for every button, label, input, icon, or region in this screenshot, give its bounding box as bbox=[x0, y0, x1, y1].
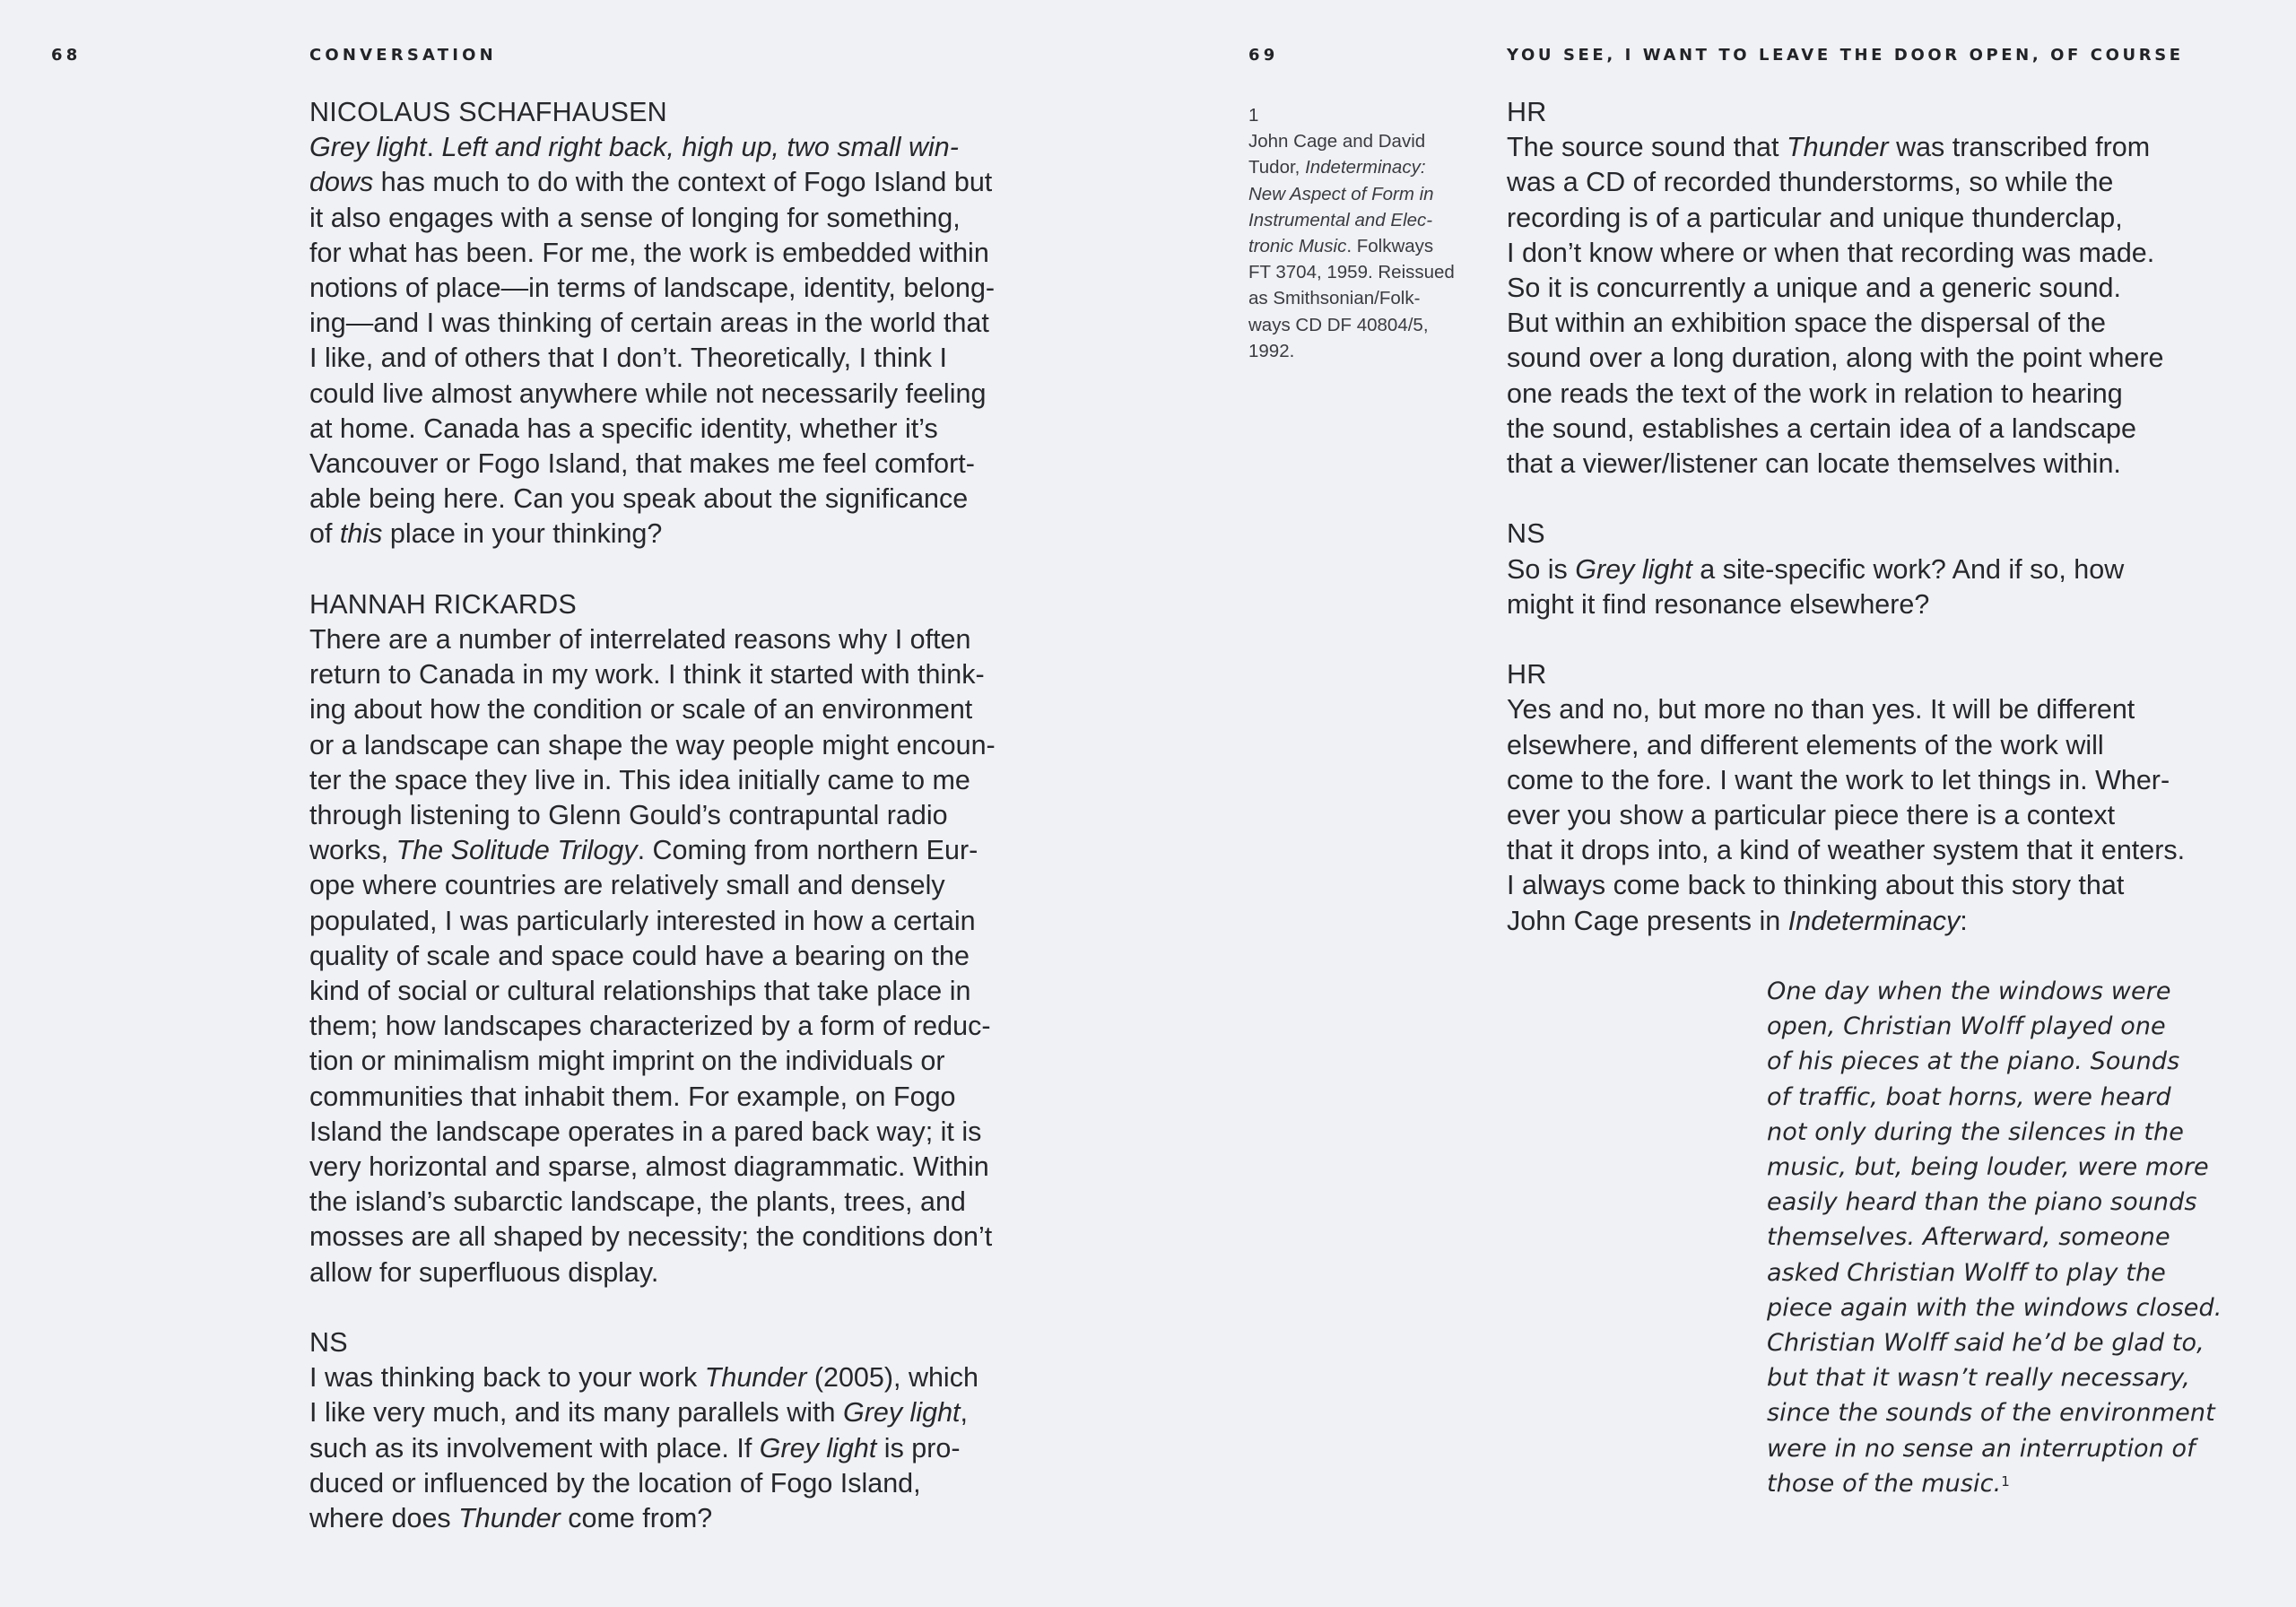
quote-line: but that it wasn’t really necessary, bbox=[1767, 1364, 2190, 1393]
text: that it drops into, a kind of weather system that it enters. bbox=[1507, 835, 2186, 866]
italic-text: Indeterminacy: bbox=[1305, 157, 1426, 178]
text: place in your thinking? bbox=[382, 518, 663, 550]
quote-line: not only during the silences in the bbox=[1767, 1117, 2184, 1146]
dialogue-block bbox=[1507, 517, 2251, 622]
text: Tudor, bbox=[1248, 157, 1306, 178]
text-line bbox=[309, 447, 1054, 482]
text: works, bbox=[309, 835, 396, 866]
text-line bbox=[309, 1185, 1054, 1220]
text-line bbox=[1248, 233, 1482, 259]
text-line bbox=[1248, 154, 1482, 180]
text-line bbox=[309, 1150, 1054, 1185]
italic-text: Left and right back, high up, two small win- bbox=[441, 132, 959, 163]
quote-line: open, Christian Wolff played one bbox=[1767, 1012, 2166, 1041]
text-line bbox=[1507, 271, 2251, 306]
text: tion or minimalism might imprint on the individuals or bbox=[309, 1046, 945, 1077]
text: or a landscape can shape the way people might encoun- bbox=[309, 729, 996, 760]
speaker-name: HR bbox=[1507, 659, 1547, 691]
speech-paragraph bbox=[1507, 692, 2251, 938]
text-line bbox=[309, 130, 1054, 165]
italic-text: this bbox=[339, 518, 383, 550]
text-line bbox=[1507, 763, 2251, 798]
text: I was thinking back to your work bbox=[309, 1362, 705, 1394]
text: recording is of a particular and unique thunderclap, bbox=[1507, 202, 2123, 233]
text-line bbox=[1248, 338, 1482, 364]
text: sound over a long duration, along with the point where bbox=[1507, 343, 2164, 374]
running-head: CONVERSATION bbox=[309, 46, 497, 65]
italic-text: Indeterminacy bbox=[1787, 905, 1961, 936]
text: it also engages with a sense of longing for something, bbox=[309, 202, 961, 233]
text-line bbox=[309, 236, 1054, 271]
dialogue-block bbox=[309, 95, 1054, 552]
text-line bbox=[1507, 904, 2251, 939]
quote-line: Christian Wolff said he’d be glad to, bbox=[1767, 1329, 2205, 1358]
text: come from? bbox=[560, 1503, 713, 1534]
text: I like very much, and its many parallels with bbox=[309, 1397, 843, 1429]
speech-paragraph bbox=[1507, 552, 2251, 622]
dialogue-block bbox=[309, 587, 1054, 1290]
text-line bbox=[1507, 341, 2251, 376]
text: through listening to Glenn Gould’s contrapuntal radio bbox=[309, 800, 948, 831]
text: John Cage and David bbox=[1248, 131, 1426, 152]
text-line bbox=[1248, 181, 1482, 207]
text-line bbox=[1248, 285, 1482, 311]
text-line bbox=[309, 377, 1054, 412]
text-line bbox=[309, 1115, 1054, 1150]
text: ing—and I was thinking of certain areas in the world that bbox=[309, 308, 989, 339]
text: has much to do with the context of Fogo Island but bbox=[373, 167, 993, 198]
text: , bbox=[960, 1397, 968, 1429]
italic-text: Instrumental and Elec- bbox=[1248, 209, 1433, 230]
text-line bbox=[309, 692, 1054, 727]
text: that a viewer/listener can locate themselves within. bbox=[1507, 448, 2121, 480]
text: a site-specific work? And if so, how bbox=[1692, 553, 2125, 585]
text-line bbox=[309, 1431, 1054, 1466]
text: might it find resonance elsewhere? bbox=[1507, 588, 1930, 620]
text: return to Canada in my work. I think it started with think- bbox=[309, 659, 985, 691]
quote-line: One day when the windows were bbox=[1767, 977, 2171, 1006]
italic-text: Grey light bbox=[759, 1432, 877, 1464]
text-line bbox=[309, 1220, 1054, 1255]
quote-line: of his pieces at the piano. Sounds bbox=[1767, 1047, 2180, 1076]
dialogue-block bbox=[309, 1325, 1054, 1536]
running-head: YOU SEE, I WANT TO LEAVE THE DOOR OPEN, OF COURSE bbox=[1507, 46, 2184, 65]
footnote-text bbox=[1248, 128, 1482, 364]
text: is pro- bbox=[876, 1432, 961, 1464]
text: ing about how the condition or scale of an environment bbox=[309, 694, 973, 725]
speech-paragraph bbox=[309, 622, 1054, 1290]
text-line bbox=[1507, 833, 2251, 868]
speech-paragraph bbox=[309, 130, 1054, 552]
text: such as its involvement with place. If bbox=[309, 1432, 760, 1464]
text-line bbox=[309, 482, 1054, 517]
quote-line: of traffic, boat horns, were heard bbox=[1767, 1082, 2171, 1111]
text-line bbox=[309, 868, 1054, 903]
italic-text: tronic Music bbox=[1248, 236, 1347, 257]
text-line bbox=[309, 165, 1054, 200]
text: Vancouver or Fogo Island, that makes me feel comfort- bbox=[309, 448, 975, 480]
text: There are a number of interrelated reasons why I often bbox=[309, 624, 971, 656]
text: But within an exhibition space the dispersal of the bbox=[1507, 308, 2107, 339]
quote-line: were in no sense an interruption of bbox=[1767, 1434, 2196, 1463]
text-line bbox=[309, 833, 1054, 868]
footnote-number: 1 bbox=[1248, 105, 1259, 126]
text: of bbox=[309, 518, 340, 550]
text-line bbox=[309, 412, 1054, 447]
text: notions of place—in terms of landscape, identity, belong- bbox=[309, 273, 996, 304]
dialogue-block bbox=[1507, 657, 2251, 939]
text: Yes and no, but more no than yes. It will be different bbox=[1507, 694, 2135, 725]
text-line bbox=[309, 201, 1054, 236]
text-line bbox=[1507, 447, 2251, 482]
speaker-name: NICOLAUS SCHAFHAUSEN bbox=[309, 97, 667, 127]
text-line bbox=[1507, 868, 2251, 903]
text: : bbox=[1960, 905, 1968, 936]
text-line bbox=[309, 904, 1054, 939]
body-column bbox=[309, 95, 1054, 1571]
italic-text: The Solitude Trilogy bbox=[396, 835, 638, 866]
block-quote bbox=[1767, 974, 2251, 1501]
text: communities that inhabit them. For example, on Fogo bbox=[309, 1081, 956, 1112]
italic-text: dows bbox=[309, 167, 374, 198]
text: come to the fore. I want the work to let things in. Wher- bbox=[1507, 764, 2170, 795]
text-line bbox=[1507, 692, 2251, 727]
text: was a CD of recorded thunderstorms, so while the bbox=[1507, 167, 2114, 198]
italic-text: Grey light bbox=[842, 1397, 961, 1429]
text: kind of social or cultural relationships that take place in bbox=[309, 976, 971, 1007]
text-line bbox=[1507, 130, 2251, 165]
footnote bbox=[1248, 102, 1482, 364]
text: them; how landscapes characterized by a form of reduc- bbox=[309, 1011, 991, 1042]
text: one reads the text of the work in relation to hearing bbox=[1507, 378, 2123, 409]
speaker-name: HANNAH RICKARDS bbox=[309, 588, 577, 620]
dialogue-block bbox=[1507, 95, 2251, 482]
text: So it is concurrently a unique and a generic sound. bbox=[1507, 273, 2121, 304]
italic-text: Thunder bbox=[458, 1503, 561, 1534]
text-line bbox=[309, 1044, 1054, 1079]
text: the island’s subarctic landscape, the plants, trees, and bbox=[309, 1186, 966, 1218]
italic-text: Grey light bbox=[309, 132, 427, 163]
text: for what has been. For me, the work is embedded within bbox=[309, 237, 989, 268]
text-line bbox=[309, 728, 1054, 763]
speaker-name: NS bbox=[1507, 518, 1545, 550]
text: I don’t know where or when that recording was made. bbox=[1507, 237, 2155, 268]
text: (2005), which bbox=[806, 1362, 978, 1394]
quote-line: themselves. Afterward, someone bbox=[1767, 1223, 2170, 1252]
text: duced or influenced by the location of Fogo Island, bbox=[309, 1467, 921, 1498]
italic-text: New Aspect of Form in bbox=[1248, 183, 1434, 204]
footnote-reference: 1 bbox=[2001, 1472, 2010, 1490]
text-line bbox=[1507, 201, 2251, 236]
text-line bbox=[309, 763, 1054, 798]
text-line bbox=[309, 341, 1054, 376]
text: ter the space they live in. This idea initially came to me bbox=[309, 764, 970, 795]
quote-line bbox=[1767, 1466, 2251, 1501]
text-line bbox=[1507, 552, 2251, 587]
page-number: 68 bbox=[51, 46, 82, 65]
italic-text: Thunder bbox=[704, 1362, 807, 1394]
quote-line: piece again with the windows closed. bbox=[1767, 1293, 2222, 1322]
text: So is bbox=[1507, 553, 1576, 585]
body-column bbox=[1507, 95, 2251, 1501]
text: was transcribed from bbox=[1888, 132, 2151, 163]
text-line bbox=[1248, 207, 1482, 233]
speaker-name: HR bbox=[1507, 97, 1547, 127]
text: FT 3704, 1959. Reissued bbox=[1248, 262, 1455, 283]
text: I like, and of others that I don’t. Theoretically, I think I bbox=[309, 343, 947, 374]
text: The source sound that bbox=[1507, 132, 1787, 163]
right-page bbox=[1148, 0, 2296, 1607]
text-line bbox=[309, 1080, 1054, 1115]
text: very horizontal and sparse, almost diagrammatic. Within bbox=[309, 1151, 989, 1183]
text-line bbox=[1507, 798, 2251, 833]
text: where does bbox=[309, 1503, 459, 1534]
text: Island the landscape operates in a pared back way; it is bbox=[309, 1116, 982, 1147]
text: . Coming from northern Eur- bbox=[637, 835, 978, 866]
text: . bbox=[426, 132, 442, 163]
text: John Cage presents in bbox=[1507, 905, 1788, 936]
text: elsewhere, and different elements of the work will bbox=[1507, 729, 2104, 760]
text: ways CD DF 40804/5, bbox=[1248, 314, 1429, 335]
text-line bbox=[309, 517, 1054, 552]
text: mosses are all shaped by necessity; the conditions don’t bbox=[309, 1221, 993, 1253]
text-line bbox=[309, 271, 1054, 306]
text-line bbox=[309, 1501, 1054, 1536]
text-line bbox=[309, 1395, 1054, 1430]
speech-paragraph bbox=[1507, 130, 2251, 482]
text-line bbox=[1248, 128, 1482, 154]
text: as Smithsonian/Folk- bbox=[1248, 288, 1421, 309]
text-line bbox=[309, 1360, 1054, 1395]
text-line bbox=[309, 1255, 1054, 1290]
quote-line: easily heard than the piano sounds bbox=[1767, 1188, 2197, 1217]
text-line bbox=[309, 1466, 1054, 1501]
quote-line: music, but, being louder, were more bbox=[1767, 1153, 2209, 1182]
text-line bbox=[1248, 312, 1482, 338]
text-line bbox=[1248, 259, 1482, 285]
text-line bbox=[309, 798, 1054, 833]
text-line bbox=[309, 622, 1054, 657]
text-line bbox=[1507, 165, 2251, 200]
text-line bbox=[1507, 377, 2251, 412]
text-line bbox=[309, 657, 1054, 692]
text: at home. Canada has a specific identity, whether it’s bbox=[309, 413, 938, 444]
text: I always come back to thinking about this story that bbox=[1507, 870, 2125, 901]
text-line bbox=[309, 939, 1054, 974]
quote-line: asked Christian Wolff to play the bbox=[1767, 1258, 2166, 1287]
text-line bbox=[309, 974, 1054, 1009]
page-number: 69 bbox=[1248, 46, 1279, 65]
text-line bbox=[1507, 587, 2251, 622]
text-line bbox=[1507, 412, 2251, 447]
italic-text: Grey light bbox=[1575, 553, 1692, 585]
text: quality of scale and space could have a bearing on the bbox=[309, 940, 970, 971]
text: allow for superfluous display. bbox=[309, 1256, 659, 1288]
text: the sound, establishes a certain idea of a landscape bbox=[1507, 413, 2136, 444]
text-line bbox=[309, 1009, 1054, 1044]
text-line bbox=[1507, 236, 2251, 271]
text: able being here. Can you speak about the significance bbox=[309, 483, 969, 515]
speech-paragraph bbox=[309, 1360, 1054, 1536]
text: ever you show a particular piece there is a context bbox=[1507, 800, 2116, 831]
text: those of the music. bbox=[1767, 1469, 2002, 1498]
speaker-name: NS bbox=[309, 1327, 348, 1359]
text: . Folkways bbox=[1346, 236, 1434, 257]
text: ope where countries are relatively small and densely bbox=[309, 870, 945, 901]
italic-text: Thunder bbox=[1786, 132, 1889, 163]
text: populated, I was particularly interested in how a certain bbox=[309, 905, 976, 936]
text: 1992. bbox=[1248, 340, 1295, 361]
text-line bbox=[1507, 728, 2251, 763]
text: could live almost anywhere while not necessarily feeling bbox=[309, 378, 987, 409]
text-line bbox=[309, 306, 1054, 341]
text-line bbox=[1507, 306, 2251, 341]
quote-line: since the sounds of the environment bbox=[1767, 1399, 2215, 1428]
